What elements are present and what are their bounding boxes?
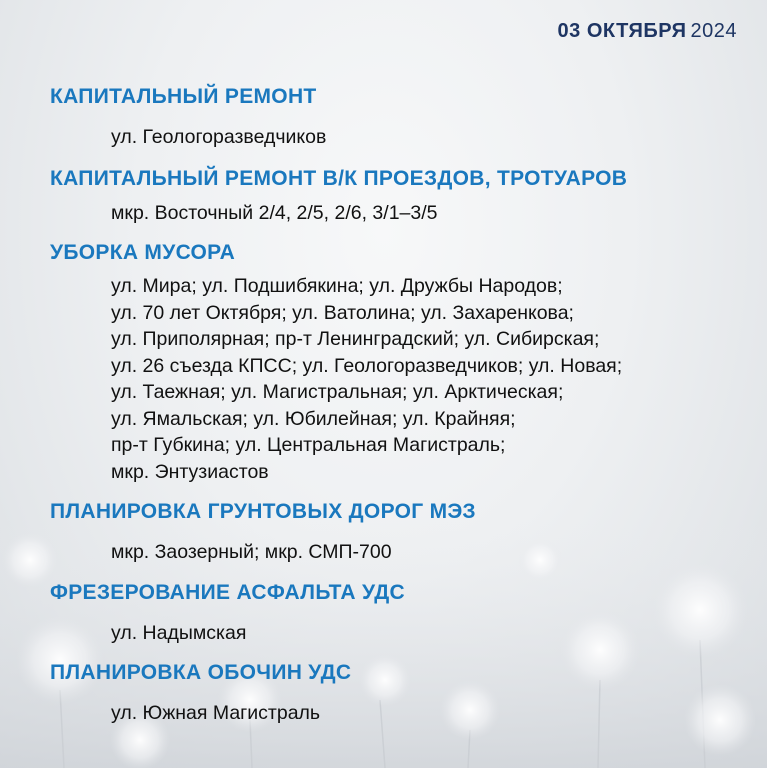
address-list: [50, 700, 750, 727]
address-item: мкр. Заозерный; мкр. СМП-700: [111, 541, 392, 563]
address-item: мкр. Восточный 2/4, 2/5, 2/6, 3/1–3/5: [111, 201, 438, 224]
address-list: [50, 124, 750, 151]
date-year: 2024: [690, 20, 737, 42]
address-list: [50, 620, 750, 647]
address-list: [50, 273, 750, 485]
address-item: ул. 70 лет Октября; ул. Ватолина; ул. Захаренкова;: [111, 301, 574, 324]
address-item: ул. 26 съезда КПСС; ул. Геологоразведчиков; ул. Новая;: [111, 354, 623, 377]
address-item: ул. Таежная; ул. Магистральная; ул. Арктическая;: [111, 381, 564, 403]
works-list: [50, 84, 750, 727]
date-day: 03 ОКТЯБРЯ: [557, 20, 687, 42]
section-capital-repair: [50, 84, 750, 151]
address-item: ул. Приполярная; пр-т Ленинградский; ул. Сибирская;: [111, 328, 600, 350]
section-heading: ПЛАНИРОВКА ОБОЧИН УДС: [50, 661, 352, 684]
address-item: ул. Геологоразведчиков: [111, 126, 327, 148]
section-capital-repair-driveways: [50, 166, 750, 227]
section-heading: УБОРКА МУСОРА: [50, 241, 236, 264]
section-heading: КАПИТАЛЬНЫЙ РЕМОНТ В/К ПРОЕЗДОВ, ТРОТУАРОВ: [50, 166, 628, 190]
address-list: [50, 539, 750, 566]
section-asphalt-milling: [50, 580, 750, 647]
section-heading: ПЛАНИРОВКА ГРУНТОВЫХ ДОРОГ МЭЗ: [50, 500, 476, 523]
section-roadside-grading: [50, 660, 750, 727]
address-item: ул. Ямальская; ул. Юбилейная; ул. Крайняя;: [111, 407, 516, 430]
section-dirt-road-grading: [50, 499, 750, 566]
date-label: [558, 20, 737, 43]
section-heading: КАПИТАЛЬНЫЙ РЕМОНТ: [50, 85, 317, 108]
section-garbage-cleanup: [50, 240, 750, 485]
address-item: ул. Надымская: [111, 621, 247, 644]
address-item: пр-т Губкина; ул. Центральная Магистраль;: [111, 434, 506, 456]
address-item: мкр. Энтузиастов: [111, 460, 269, 483]
address-item: ул. Мира; ул. Подшибякина; ул. Дружбы Народов;: [111, 275, 563, 297]
address-list: [50, 200, 750, 227]
address-item: ул. Южная Магистраль: [111, 702, 321, 724]
section-heading: ФРЕЗЕРОВАНИЕ АСФАЛЬТА УДС: [50, 580, 406, 604]
